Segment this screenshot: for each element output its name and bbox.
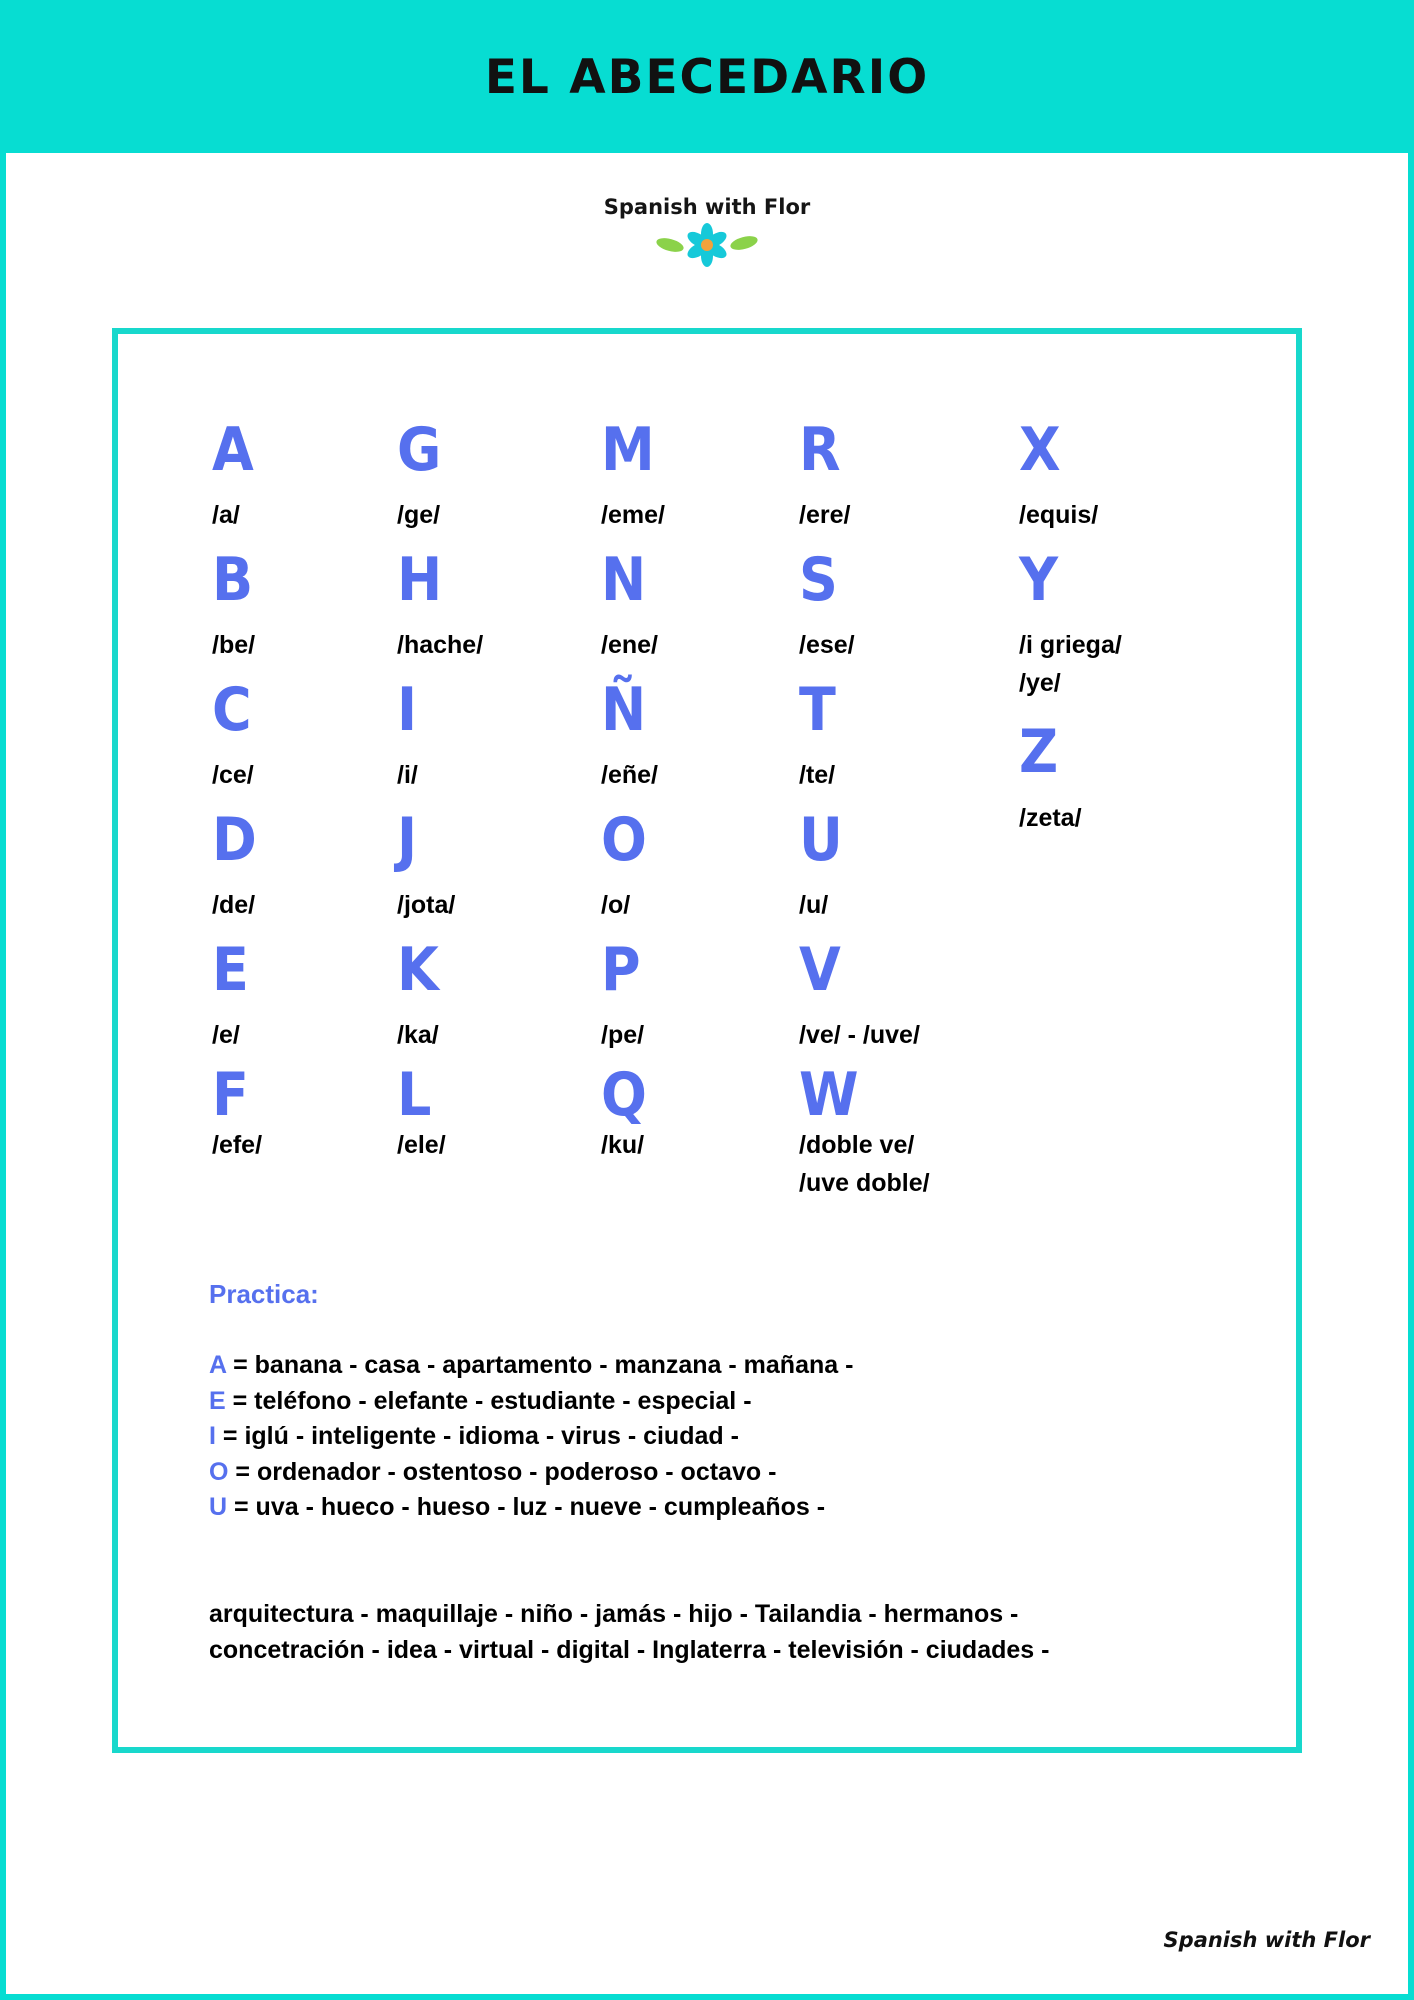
alphabet-letter: E (212, 935, 249, 1005)
letter-pronunciation: /ku/ (601, 1131, 645, 1159)
vowel-letter: U (209, 1493, 228, 1521)
vowel-line-i (209, 1421, 739, 1451)
alphabet-letter: P (601, 935, 641, 1005)
letter-pronunciation: /ere/ (799, 501, 851, 529)
letter-pronunciation: /doble ve/ (799, 1131, 915, 1159)
alphabet-letter: I (397, 675, 418, 745)
alphabet-letter: G (397, 415, 442, 485)
alphabet-letter: A (212, 415, 254, 485)
letter-pronunciation: /hache/ (397, 631, 484, 659)
letter-pronunciation-alt: /uve doble/ (799, 1169, 930, 1197)
letter-pronunciation: /te/ (799, 761, 836, 789)
practice-words-line: concetración - idea - virtual - digital - Inglaterra - televisión - ciudades - (209, 1636, 1050, 1664)
letter-pronunciation: /u/ (799, 891, 829, 919)
letter-pronunciation: /ene/ (601, 631, 658, 659)
letter-pronunciation: /ce/ (212, 761, 254, 789)
vowel-letter: O (209, 1458, 229, 1486)
alphabet-letter: W (799, 1060, 859, 1130)
alphabet-letter: K (397, 935, 439, 1005)
alphabet-letter: L (397, 1060, 432, 1130)
vowel-words: = ordenador - ostentoso - poderoso - octavo - (235, 1458, 777, 1486)
practice-title: Practica: (209, 1279, 319, 1309)
letter-pronunciation: /eñe/ (601, 761, 658, 789)
letter-pronunciation: /ele/ (397, 1131, 446, 1159)
alphabet-letter: Y (1019, 545, 1059, 615)
letter-pronunciation: /i griega/ (1019, 631, 1122, 659)
alphabet-letter: B (212, 545, 254, 615)
vowel-words: = teléfono - elefante - estudiante - especial - (232, 1387, 752, 1415)
letter-pronunciation: /ge/ (397, 501, 441, 529)
alphabet-letter: Q (601, 1060, 647, 1130)
alphabet-letter: Z (1019, 717, 1059, 787)
alphabet-letter: J (397, 805, 418, 875)
letter-pronunciation: /equis/ (1019, 501, 1099, 529)
vowel-line-u (209, 1492, 825, 1522)
alphabet-letter: R (799, 415, 841, 485)
letter-pronunciation: /o/ (601, 891, 631, 919)
alphabet-letter: C (212, 675, 252, 745)
vowel-line-e (209, 1386, 752, 1416)
letter-pronunciation: /be/ (212, 631, 256, 659)
letter-pronunciation: /de/ (212, 891, 256, 919)
vowel-line-o (209, 1457, 776, 1487)
footer-brand: Spanish with Flor (1163, 1928, 1370, 1952)
letter-pronunciation: /efe/ (212, 1131, 263, 1159)
alphabet-box (112, 328, 1302, 1753)
practice-words-line: arquitectura - maquillaje - niño - jamás - hijo - Tailandia - hermanos - (209, 1600, 1019, 1628)
letter-pronunciation: /ve/ - /uve/ (799, 1021, 920, 1049)
alphabet-letter: H (397, 545, 443, 615)
alphabet-letter: U (799, 805, 843, 875)
alphabet-letter: D (212, 805, 257, 875)
letter-pronunciation: /eme/ (601, 501, 665, 529)
alphabet-letter: V (799, 935, 841, 1005)
letter-pronunciation: /jota/ (397, 891, 456, 919)
brand-name: Spanish with Flor (603, 195, 811, 219)
vowel-words: = banana - casa - apartamento - manzana - mañana - (233, 1351, 854, 1379)
letter-pronunciation: /ka/ (397, 1021, 439, 1049)
alphabet-letter: N (601, 545, 647, 615)
alphabet-letter: X (1019, 415, 1061, 485)
alphabet-letter: S (799, 545, 838, 615)
letter-pronunciation: /a/ (212, 501, 240, 529)
letter-pronunciation: /ese/ (799, 631, 855, 659)
vowel-letter: E (209, 1387, 226, 1415)
letter-pronunciation: /pe/ (601, 1021, 645, 1049)
alphabet-letter: F (212, 1060, 249, 1130)
letter-pronunciation: /i/ (397, 761, 418, 789)
alphabet-letter: O (601, 805, 647, 875)
vowel-words: = iglú - inteligente - idioma - virus - ciudad - (222, 1422, 739, 1450)
vowel-letter: I (209, 1422, 216, 1450)
flower-with-leaves-icon (642, 221, 772, 267)
brand-block (557, 195, 857, 267)
letter-pronunciation: /zeta/ (1019, 804, 1082, 832)
vowel-line-a (209, 1350, 853, 1380)
page-title: EL ABECEDARIO (484, 50, 930, 105)
alphabet-letter: T (799, 675, 836, 745)
vowel-letter: A (209, 1351, 227, 1379)
vowel-words: = uva - hueco - hueso - luz - nueve - cumpleaños - (234, 1493, 826, 1521)
alphabet-letter: M (601, 415, 655, 485)
letter-pronunciation: /e/ (212, 1021, 240, 1049)
letter-pronunciation-alt: /ye/ (1019, 669, 1061, 697)
alphabet-letter: Ñ (601, 675, 647, 745)
